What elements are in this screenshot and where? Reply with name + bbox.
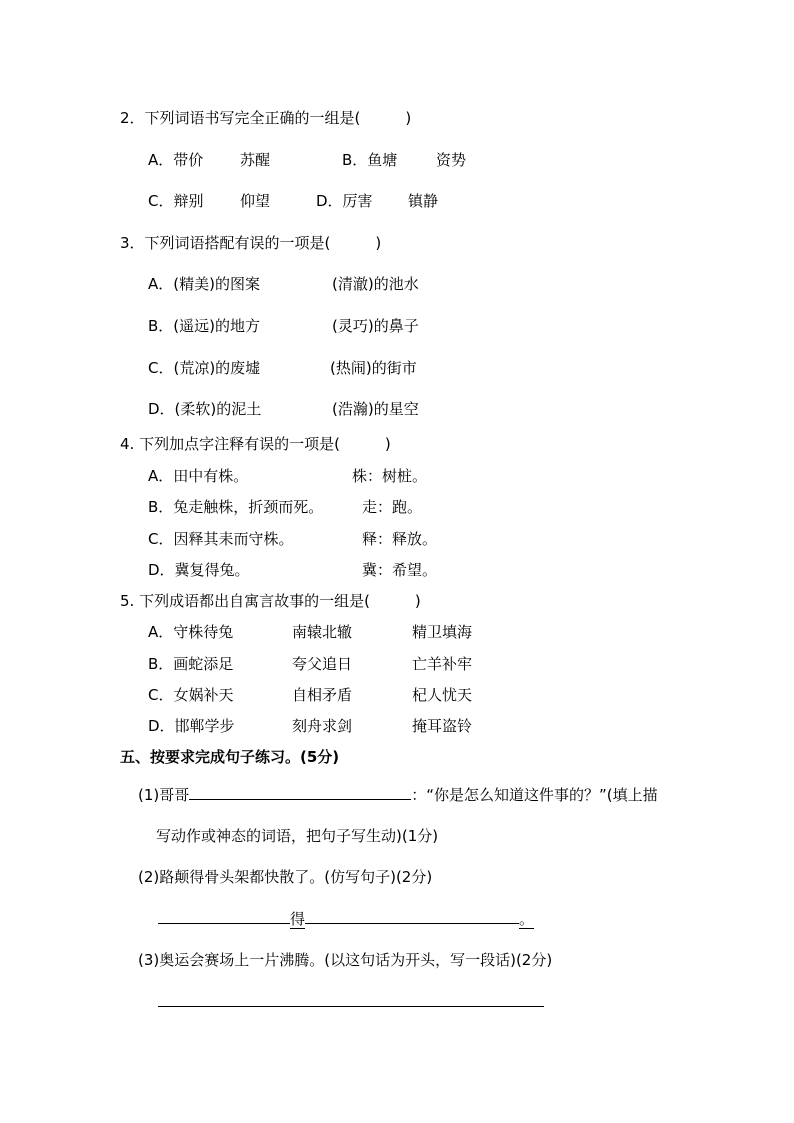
- q5-row-c-1: C．女娲补天: [148, 686, 234, 704]
- q3-row-d-right: (浩瀚)的星空: [332, 400, 419, 418]
- q2-option-b: B．鱼塘: [342, 151, 398, 169]
- sentence-2-blank-1[interactable]: [158, 908, 290, 924]
- sentence-2-blank-2[interactable]: [305, 908, 519, 924]
- q5-row-a-1: A．守株待兔: [148, 623, 234, 641]
- q5-row-d-1: D．邯郸学步: [148, 717, 235, 735]
- q5-row-d-2: 刻舟求剑: [292, 717, 353, 735]
- q2-option-c: C．辩别: [148, 192, 204, 210]
- q3-stem: 3．下列词语搭配有误的一项是( ): [120, 234, 382, 252]
- sentence-3-answer-rule[interactable]: [158, 1006, 544, 1007]
- q2-option-d-word2: 镇静: [408, 192, 439, 210]
- sentence-1-blank[interactable]: [189, 784, 411, 800]
- q4-row-c-right: 释：释放。: [362, 530, 438, 548]
- q5-row-a-3: 精卫填海: [412, 623, 473, 641]
- q3-row-c-right: (热闹)的街市: [330, 359, 417, 377]
- q5-row-b-3: 亡羊补牢: [412, 655, 473, 673]
- q4-row-d-left: D．冀复得兔。: [148, 561, 250, 579]
- q3-row-b-right: (灵巧)的鼻子: [332, 317, 419, 335]
- q2-option-c-word2: 仰望: [240, 192, 271, 210]
- sentence-3-prompt: (3)奥运会赛场上一片沸腾。(以这句话为开头，写一段话)(2分): [138, 951, 553, 969]
- sentence-1-suffix: ：“你是怎么知道这件事的？”(填上描: [411, 786, 658, 804]
- q2-stem: [120, 108, 411, 128]
- q2-stem-text: 2．下列词语书写完全正确的一组是( ): [120, 109, 412, 127]
- q3-row-c-left: C．(荒凉)的废墟: [148, 359, 261, 377]
- q2-option-d: D．厉害: [316, 192, 373, 210]
- q5-row-d-3: 掩耳盗铃: [412, 717, 473, 735]
- q5-row-a-2: 南辕北辙: [292, 623, 353, 641]
- sentence-2-answer-line: [158, 908, 534, 929]
- q5-row-c-3: 杞人忧天: [412, 686, 473, 704]
- q5-row-c-2: 自相矛盾: [292, 686, 353, 704]
- q4-row-a-right: 株：树桩。: [352, 467, 428, 485]
- sentence-2-period: 。: [519, 910, 535, 928]
- sentence-2-mid-word: 得: [290, 910, 306, 928]
- q4-row-d-right: 冀：希望。: [362, 561, 438, 579]
- q5-row-b-1: B．画蛇添足: [148, 655, 234, 673]
- q4-row-b-left: B．兔走触株，折颈而死。: [148, 498, 324, 516]
- q4-row-c-left: C．因释其耒而守株。: [148, 530, 294, 548]
- sentence-1-line: [138, 784, 658, 805]
- sentence-1-instruction: 写动作或神态的词语，把句子写生动)(1分): [156, 827, 439, 845]
- q3-row-a-right: (清澈)的池水: [332, 275, 419, 293]
- q3-row-b-left: B．(遥远)的地方: [148, 317, 260, 335]
- q5-stem: 5. 下列成语都出自寓言故事的一组是( ): [120, 592, 421, 610]
- q4-stem: 4. 下列加点字注释有误的一项是( ): [120, 435, 391, 453]
- q2-option-a: A．带价: [148, 151, 204, 169]
- q5-row-b-2: 夸父追日: [292, 655, 353, 673]
- section-five-heading: 五、按要求完成句子练习。(5分): [120, 748, 340, 766]
- q4-row-a-left: A．田中有株。: [148, 467, 249, 485]
- q2-option-a-word2: 苏醒: [240, 151, 271, 169]
- sentence-2-prompt: (2)路颠得骨头架都快散了。(仿写句子)(2分): [138, 868, 433, 886]
- q2-option-b-word2: 资势: [436, 151, 467, 169]
- q4-row-b-right: 走：跑。: [362, 498, 423, 516]
- sentence-1-prefix: (1)哥哥: [138, 786, 190, 804]
- q3-row-a-left: A．(精美)的图案: [148, 275, 260, 293]
- q3-row-d-left: D．(柔软)的泥土: [148, 400, 262, 418]
